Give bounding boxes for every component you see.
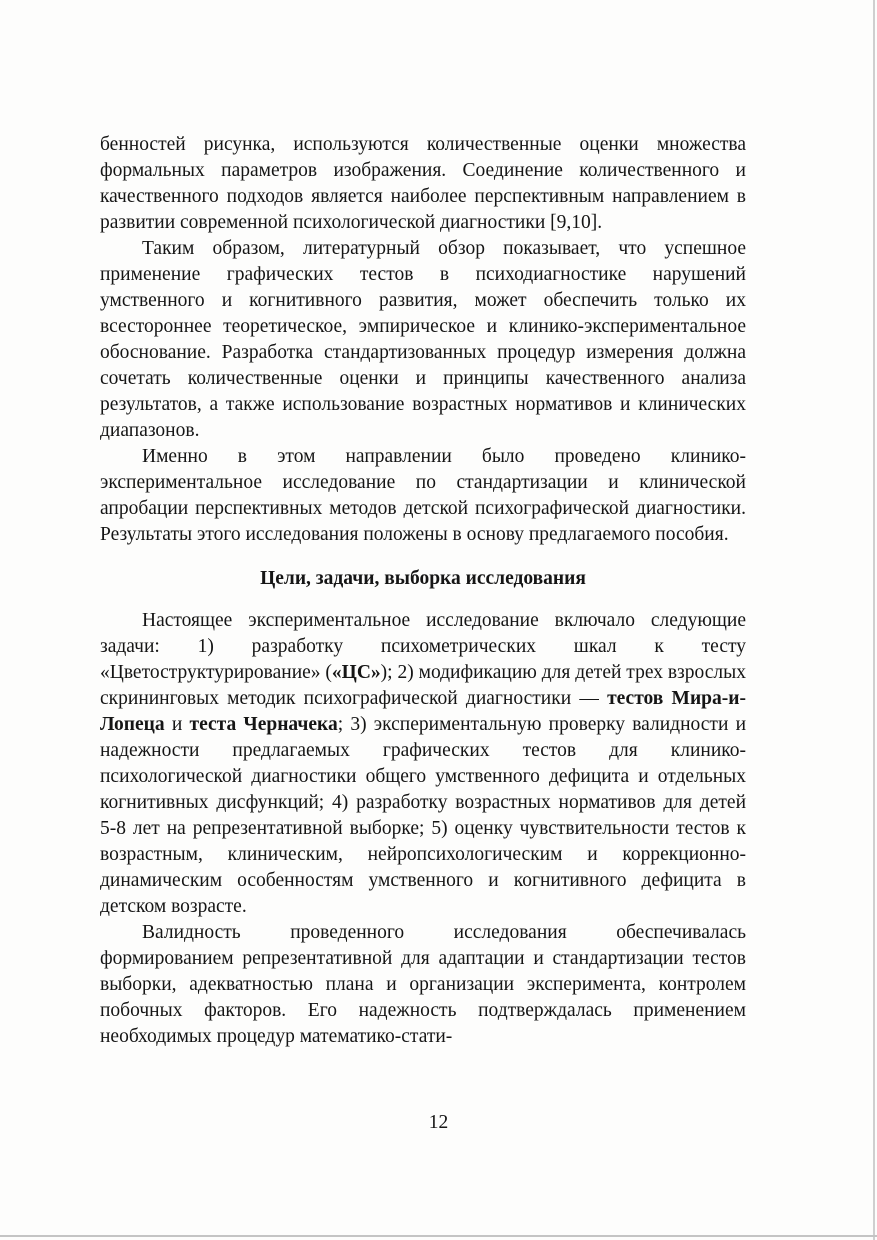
paragraph (100, 608, 746, 920)
text-run: бенностей рисунка, используются количественные оценки множества формальных параметров изображения. Соединение количественного и качественного подходов является наиболее перспективным направлением в развитии современной психологической диагностики [9,10]. (100, 134, 746, 233)
text-run: и (164, 714, 190, 735)
text-block (100, 132, 746, 1050)
text-run: Таким образом, литературный обзор показывает, что успешное применение графических тестов в психодиагностике нарушений умственного и когнитивного развития, может обеспечить только их всестороннее теоретическое, эмпирическое и клинико-экспериментальное обоснование. Разработка стандартизованных процедур измерения должна сочетать количественные оценки и принципы качественного анализа результатов, а также использование возрастных нормативов и клинических диапазонов. (100, 238, 746, 441)
text-run: ; 3) экспериментальную проверку валидности и надежности предлагаемых графических тестов для клинико-психологической диагностики общего умственного дефицита и отдельных когнитивных дисфункций; 4) разработку возрастных нормативов для детей 5-8 лет на репрезентативной выборке; 5) оценку чувствительности тестов к возрастным, клиническим, нейропсихологическим и коррекционно-динамическим особенностям умственного и когнитивного дефицита в детском возрасте. (100, 714, 747, 917)
paragraph (100, 920, 746, 1050)
paragraph (100, 132, 746, 236)
text-run: Именно в этом направлении было проведено клинико-экспериментальное исследование по стандартизации и клинической апробации перспективных методов детской психографической диагностики. Результаты этого исследования положены в основу предлагаемого пособия. (100, 446, 746, 545)
text-run: Настоящее экспериментальное исследование включало следующие задачи: 1) разработку психометрических шкал к тесту «Цветоструктурирование» ( (100, 610, 746, 683)
paragraph (100, 444, 746, 548)
scan-edge-bottom (0, 1235, 877, 1237)
bold-text-run: теста Черначека (189, 714, 338, 735)
paragraph (100, 236, 746, 444)
text-run: Валидность проведенного исследования обеспечивалась формированием репрезентативной для адаптации и стандартизации тестов выборки, адекватностью плана и организации эксперимента, контролем побочных факторов. Его надежность подтверждалась применением необходимых процедур математико-стати- (100, 922, 746, 1047)
text-run: ); 2) модификацию для детей трех взрослых скрининговых методик психографической диагностики — (100, 662, 746, 709)
bold-text-run: «ЦС» (331, 662, 381, 683)
page-number: 12 (428, 1112, 449, 1133)
section-heading: Цели, задачи, выборка исследования (260, 568, 586, 589)
scan-edge-right (873, 0, 875, 1240)
bold-text-run: тестов Мира-и-Лопеца (100, 688, 747, 735)
